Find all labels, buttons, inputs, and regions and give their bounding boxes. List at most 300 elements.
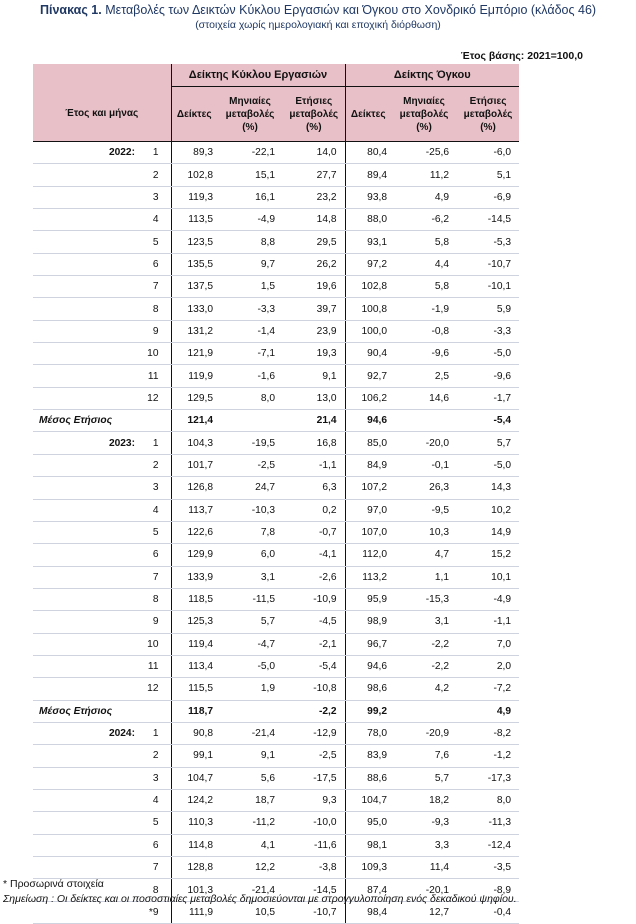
volume-annual-change-cell: -10,7 <box>457 253 519 275</box>
year-cell <box>33 789 135 811</box>
volume-index-cell: 106,2 <box>345 387 391 409</box>
turnover-index-cell: 128,8 <box>171 857 217 879</box>
month-cell: 11 <box>135 365 171 387</box>
turnover-index-cell: 90,8 <box>171 722 217 744</box>
volume-annual-change-cell: 2,0 <box>457 655 519 677</box>
volume-annual-change-cell: 5,7 <box>457 432 519 454</box>
month-cell: 2 <box>135 745 171 767</box>
turnover-index-cell: 114,8 <box>171 834 217 856</box>
volume-annual-change-cell: -10,1 <box>457 276 519 298</box>
volume-index-cell: 98,4 <box>345 901 391 923</box>
header-turnover-annual-l3: (%) <box>305 121 322 133</box>
table-row <box>33 857 519 879</box>
turnover-annual-change-cell: 13,0 <box>283 387 345 409</box>
volume-index-cell: 83,9 <box>345 745 391 767</box>
turnover-annual-change-cell: -10,0 <box>283 812 345 834</box>
turnover-annual-change-cell: -2,5 <box>283 745 345 767</box>
table-row <box>33 499 519 521</box>
volume-index-cell: 98,9 <box>345 611 391 633</box>
year-cell <box>33 678 135 700</box>
header-turnover-monthly-l2: μεταβολές <box>225 108 275 120</box>
volume-index-cell: 98,6 <box>345 678 391 700</box>
volume-index-cell: 100,8 <box>345 298 391 320</box>
turnover-monthly-change-cell: -1,4 <box>217 320 283 342</box>
table-row <box>33 209 519 231</box>
month-cell: 5 <box>135 231 171 253</box>
turnover-annual-change-cell: -5,4 <box>283 655 345 677</box>
volume-index-cell: 97,2 <box>345 253 391 275</box>
volume-annual-change-cell: -17,3 <box>457 767 519 789</box>
indices-table <box>33 64 519 924</box>
table-row <box>33 633 519 655</box>
turnover-index-cell: 133,9 <box>171 566 217 588</box>
volume-annual-change-cell: -1,1 <box>457 611 519 633</box>
volume-monthly-change-cell <box>391 410 457 432</box>
volume-monthly-change-cell: 4,9 <box>391 186 457 208</box>
volume-monthly-change-cell: 5,8 <box>391 276 457 298</box>
turnover-annual-change-cell: -2,2 <box>283 700 345 722</box>
turnover-annual-change-cell: -4,5 <box>283 611 345 633</box>
volume-index-cell: 94,6 <box>345 410 391 432</box>
footnotes <box>3 877 517 907</box>
volume-annual-change-cell: -6,0 <box>457 142 519 164</box>
month-cell: 12 <box>135 387 171 409</box>
table-row <box>33 477 519 499</box>
month-cell: 10 <box>135 633 171 655</box>
header-turnover-monthly <box>217 87 283 142</box>
turnover-monthly-change-cell: -5,0 <box>217 655 283 677</box>
month-cell: 1 <box>135 432 171 454</box>
turnover-monthly-change-cell: 8,8 <box>217 231 283 253</box>
turnover-monthly-change-cell: 6,0 <box>217 544 283 566</box>
year-cell <box>33 633 135 655</box>
volume-monthly-change-cell: -9,5 <box>391 499 457 521</box>
year-cell <box>33 655 135 677</box>
table-body <box>33 142 519 924</box>
annual-average-label: Μέσος Ετήσιος <box>33 700 171 722</box>
table-row <box>33 454 519 476</box>
turnover-index-cell: 131,2 <box>171 320 217 342</box>
volume-index-cell: 112,0 <box>345 544 391 566</box>
month-cell: 1 <box>135 722 171 744</box>
month-cell: 10 <box>135 343 171 365</box>
turnover-annual-change-cell: 16,8 <box>283 432 345 454</box>
turnover-index-cell: 124,2 <box>171 789 217 811</box>
volume-monthly-change-cell: 2,5 <box>391 365 457 387</box>
table-row <box>33 343 519 365</box>
volume-annual-change-cell: -5,0 <box>457 343 519 365</box>
header-volume-index: Δείκτες <box>345 87 391 142</box>
volume-monthly-change-cell: 4,7 <box>391 544 457 566</box>
turnover-index-cell: 119,3 <box>171 186 217 208</box>
header-turnover-group: Δείκτης Κύκλου Εργασιών <box>171 64 345 87</box>
annual-average-label: Μέσος Ετήσιος <box>33 410 171 432</box>
year-cell: 2023: <box>33 432 135 454</box>
turnover-annual-change-cell: 14,0 <box>283 142 345 164</box>
volume-monthly-change-cell: 7,6 <box>391 745 457 767</box>
volume-monthly-change-cell: -2,2 <box>391 655 457 677</box>
volume-monthly-change-cell: 14,6 <box>391 387 457 409</box>
turnover-index-cell: 133,0 <box>171 298 217 320</box>
turnover-index-cell: 104,3 <box>171 432 217 454</box>
year-cell: 2022: <box>33 142 135 164</box>
volume-monthly-change-cell: -0,8 <box>391 320 457 342</box>
month-cell: 9 <box>135 320 171 342</box>
year-cell <box>33 767 135 789</box>
turnover-index-cell: 115,5 <box>171 678 217 700</box>
turnover-annual-change-cell: 23,2 <box>283 186 345 208</box>
turnover-monthly-change-cell: 1,9 <box>217 678 283 700</box>
turnover-annual-change-cell: 26,2 <box>283 253 345 275</box>
year-cell <box>33 521 135 543</box>
footnote-rounding-note: Σημείωση : Οι δείκτες και οι ποσοστιαίες μεταβολές δημοσιεύονται με στρογγυλοποίηση ενός δεκαδικού ψηφίου. <box>3 893 517 905</box>
volume-index-cell: 100,0 <box>345 320 391 342</box>
volume-monthly-change-cell: 4,4 <box>391 253 457 275</box>
table-row <box>33 231 519 253</box>
year-cell <box>33 231 135 253</box>
turnover-index-cell: 111,9 <box>171 901 217 923</box>
turnover-monthly-change-cell: 8,0 <box>217 387 283 409</box>
volume-annual-change-cell: -3,5 <box>457 857 519 879</box>
volume-annual-change-cell: 10,1 <box>457 566 519 588</box>
volume-index-cell: 92,7 <box>345 365 391 387</box>
header-group-row <box>33 64 519 87</box>
volume-annual-change-cell: -11,3 <box>457 812 519 834</box>
volume-monthly-change-cell: 3,3 <box>391 834 457 856</box>
table-row <box>33 365 519 387</box>
volume-annual-change-cell: -5,4 <box>457 410 519 432</box>
turnover-monthly-change-cell: 10,5 <box>217 901 283 923</box>
turnover-monthly-change-cell: -21,4 <box>217 879 283 901</box>
turnover-monthly-change-cell: 15,1 <box>217 164 283 186</box>
volume-annual-change-cell: 15,2 <box>457 544 519 566</box>
turnover-monthly-change-cell: 18,7 <box>217 789 283 811</box>
turnover-monthly-change-cell: 24,7 <box>217 477 283 499</box>
month-cell: 6 <box>135 544 171 566</box>
turnover-monthly-change-cell: -7,1 <box>217 343 283 365</box>
turnover-annual-change-cell: 9,1 <box>283 365 345 387</box>
turnover-annual-change-cell: 0,2 <box>283 499 345 521</box>
table-row <box>33 566 519 588</box>
turnover-annual-change-cell: 29,5 <box>283 231 345 253</box>
volume-index-cell: 85,0 <box>345 432 391 454</box>
volume-annual-change-cell: 5,9 <box>457 298 519 320</box>
volume-monthly-change-cell: -9,6 <box>391 343 457 365</box>
volume-annual-change-cell: -5,3 <box>457 231 519 253</box>
volume-annual-change-cell: -1,2 <box>457 745 519 767</box>
table-row <box>33 767 519 789</box>
turnover-monthly-change-cell: -19,5 <box>217 432 283 454</box>
table-title <box>0 3 636 17</box>
turnover-monthly-change-cell: -11,5 <box>217 588 283 610</box>
turnover-index-cell: 101,7 <box>171 454 217 476</box>
volume-annual-change-cell: 5,1 <box>457 164 519 186</box>
volume-index-cell: 90,4 <box>345 343 391 365</box>
volume-annual-change-cell: 7,0 <box>457 633 519 655</box>
volume-monthly-change-cell: 1,1 <box>391 566 457 588</box>
volume-monthly-change-cell: -6,2 <box>391 209 457 231</box>
volume-monthly-change-cell: 5,7 <box>391 767 457 789</box>
volume-monthly-change-cell: 12,7 <box>391 901 457 923</box>
table-subtitle: (στοιχεία χωρίς ημερολογιακή και εποχική διόρθωση) <box>195 19 441 31</box>
header-volume-group: Δείκτης Όγκου <box>345 64 519 87</box>
turnover-monthly-change-cell: 3,1 <box>217 566 283 588</box>
month-cell: 4 <box>135 499 171 521</box>
volume-monthly-change-cell: -1,9 <box>391 298 457 320</box>
volume-annual-change-cell: -8,9 <box>457 879 519 901</box>
turnover-annual-change-cell: 39,7 <box>283 298 345 320</box>
turnover-monthly-change-cell: -10,3 <box>217 499 283 521</box>
volume-index-cell: 107,0 <box>345 521 391 543</box>
turnover-monthly-change-cell: 9,1 <box>217 745 283 767</box>
volume-annual-change-cell: 10,2 <box>457 499 519 521</box>
year-cell <box>33 499 135 521</box>
table-row <box>33 432 519 454</box>
turnover-annual-change-cell: -12,9 <box>283 722 345 744</box>
header-year-month: Έτος και μήνας <box>33 87 171 142</box>
table-title-text: Μεταβολές των Δεικτών Κύκλου Εργασιών και Όγκου στο Χονδρικό Εμπόριο (κλάδος 46) <box>105 3 597 17</box>
turnover-monthly-change-cell: 16,1 <box>217 186 283 208</box>
table-row <box>33 298 519 320</box>
turnover-annual-change-cell: -14,5 <box>283 879 345 901</box>
volume-annual-change-cell: -3,3 <box>457 320 519 342</box>
turnover-index-cell: 113,5 <box>171 209 217 231</box>
volume-index-cell: 94,6 <box>345 655 391 677</box>
year-cell <box>33 164 135 186</box>
turnover-monthly-change-cell: -1,6 <box>217 365 283 387</box>
table-title-prefix: Πίνακας 1. <box>39 3 102 17</box>
year-cell <box>33 343 135 365</box>
year-cell <box>33 857 135 879</box>
table-row <box>33 611 519 633</box>
turnover-annual-change-cell: -2,1 <box>283 633 345 655</box>
volume-index-cell: 95,0 <box>345 812 391 834</box>
turnover-annual-change-cell: 21,4 <box>283 410 345 432</box>
volume-annual-change-cell: -6,9 <box>457 186 519 208</box>
turnover-monthly-change-cell <box>217 410 283 432</box>
month-cell: 3 <box>135 767 171 789</box>
table-row <box>33 789 519 811</box>
volume-index-cell: 113,2 <box>345 566 391 588</box>
year-cell <box>33 477 135 499</box>
month-cell: 6 <box>135 834 171 856</box>
year-cell <box>33 298 135 320</box>
month-cell: 11 <box>135 655 171 677</box>
turnover-annual-change-cell: -1,1 <box>283 454 345 476</box>
year-cell <box>33 454 135 476</box>
header-volume-annual-l3: (%) <box>480 121 496 133</box>
turnover-annual-change-cell: -2,6 <box>283 566 345 588</box>
footnote-provisional: * Προσωρινά στοιχεία <box>3 878 104 890</box>
volume-index-cell: 104,7 <box>345 789 391 811</box>
annual-average-row <box>33 410 519 432</box>
turnover-monthly-change-cell: 12,2 <box>217 857 283 879</box>
turnover-index-cell: 110,3 <box>171 812 217 834</box>
month-cell: 7 <box>135 857 171 879</box>
table-row <box>33 812 519 834</box>
header-turnover-annual <box>283 87 345 142</box>
volume-index-cell: 80,4 <box>345 142 391 164</box>
volume-monthly-change-cell: 10,3 <box>391 521 457 543</box>
turnover-annual-change-cell: 23,9 <box>283 320 345 342</box>
turnover-monthly-change-cell: -11,2 <box>217 812 283 834</box>
volume-index-cell: 102,8 <box>345 276 391 298</box>
table-row <box>33 722 519 744</box>
turnover-monthly-change-cell: 9,7 <box>217 253 283 275</box>
year-cell <box>33 276 135 298</box>
turnover-monthly-change-cell: -3,3 <box>217 298 283 320</box>
turnover-annual-change-cell: 27,7 <box>283 164 345 186</box>
turnover-monthly-change-cell: -2,5 <box>217 454 283 476</box>
turnover-index-cell: 119,4 <box>171 633 217 655</box>
month-cell: 12 <box>135 678 171 700</box>
volume-monthly-change-cell: -15,3 <box>391 588 457 610</box>
month-cell: 3 <box>135 186 171 208</box>
header-turnover-monthly-l1: Μηνιαίες <box>229 95 271 107</box>
turnover-index-cell: 126,8 <box>171 477 217 499</box>
turnover-index-cell: 125,3 <box>171 611 217 633</box>
turnover-annual-change-cell: 9,3 <box>283 789 345 811</box>
volume-index-cell: 89,4 <box>345 164 391 186</box>
year-cell <box>33 253 135 275</box>
volume-index-cell: 97,0 <box>345 499 391 521</box>
month-cell: 2 <box>135 454 171 476</box>
turnover-annual-change-cell: -10,8 <box>283 678 345 700</box>
turnover-index-cell: 104,7 <box>171 767 217 789</box>
turnover-annual-change-cell: 14,8 <box>283 209 345 231</box>
year-cell <box>33 320 135 342</box>
table-row <box>33 521 519 543</box>
month-cell: *9 <box>135 901 171 923</box>
base-year-label: Έτος βάσης: 2021=100,0 <box>460 50 583 62</box>
month-cell: 8 <box>135 879 171 901</box>
volume-index-cell: 93,8 <box>345 186 391 208</box>
turnover-monthly-change-cell: 5,7 <box>217 611 283 633</box>
month-cell: 6 <box>135 253 171 275</box>
turnover-monthly-change-cell <box>217 700 283 722</box>
year-cell <box>33 365 135 387</box>
volume-index-cell: 98,1 <box>345 834 391 856</box>
turnover-index-cell: 89,3 <box>171 142 217 164</box>
turnover-monthly-change-cell: -4,7 <box>217 633 283 655</box>
table-row <box>33 142 519 164</box>
volume-monthly-change-cell: -20,9 <box>391 722 457 744</box>
month-cell: 7 <box>135 276 171 298</box>
volume-monthly-change-cell: -20,0 <box>391 432 457 454</box>
header-volume-annual-l1: Ετήσιες <box>469 95 507 107</box>
turnover-monthly-change-cell: -22,1 <box>217 142 283 164</box>
turnover-index-cell: 137,5 <box>171 276 217 298</box>
month-cell: 5 <box>135 521 171 543</box>
month-cell: 1 <box>135 142 171 164</box>
year-cell <box>33 544 135 566</box>
month-cell: 8 <box>135 588 171 610</box>
header-columns-row <box>33 87 519 142</box>
annual-average-row <box>33 700 519 722</box>
volume-annual-change-cell: -1,7 <box>457 387 519 409</box>
volume-monthly-change-cell: -2,2 <box>391 633 457 655</box>
volume-annual-change-cell: 4,9 <box>457 700 519 722</box>
turnover-index-cell: 113,7 <box>171 499 217 521</box>
year-cell <box>33 387 135 409</box>
volume-annual-change-cell: -0,4 <box>457 901 519 923</box>
volume-index-cell: 78,0 <box>345 722 391 744</box>
year-cell: 2024: <box>33 722 135 744</box>
turnover-index-cell: 121,4 <box>171 410 217 432</box>
turnover-index-cell: 118,7 <box>171 700 217 722</box>
year-cell <box>33 812 135 834</box>
volume-monthly-change-cell: 26,3 <box>391 477 457 499</box>
volume-monthly-change-cell: -25,6 <box>391 142 457 164</box>
year-cell <box>33 209 135 231</box>
table-row <box>33 655 519 677</box>
header-volume-annual <box>457 87 519 142</box>
table-row <box>33 544 519 566</box>
year-cell <box>33 566 135 588</box>
turnover-index-cell: 113,4 <box>171 655 217 677</box>
volume-index-cell: 88,6 <box>345 767 391 789</box>
turnover-monthly-change-cell: 1,5 <box>217 276 283 298</box>
volume-monthly-change-cell: 11,2 <box>391 164 457 186</box>
volume-monthly-change-cell: -9,3 <box>391 812 457 834</box>
turnover-index-cell: 102,8 <box>171 164 217 186</box>
volume-monthly-change-cell: -20,1 <box>391 879 457 901</box>
turnover-monthly-change-cell: -4,9 <box>217 209 283 231</box>
header-turnover-annual-l1: Ετήσιες <box>295 95 333 107</box>
turnover-monthly-change-cell: 4,1 <box>217 834 283 856</box>
table-row <box>33 588 519 610</box>
table-row <box>33 276 519 298</box>
header-volume-monthly-l1: Μηνιαίες <box>403 95 445 107</box>
table-row <box>33 387 519 409</box>
month-cell: 4 <box>135 789 171 811</box>
month-cell: 2 <box>135 164 171 186</box>
volume-annual-change-cell: -4,9 <box>457 588 519 610</box>
header-turnover-index: Δείκτες <box>171 87 217 142</box>
month-cell: 8 <box>135 298 171 320</box>
volume-annual-change-cell: -7,2 <box>457 678 519 700</box>
table-row <box>33 253 519 275</box>
volume-monthly-change-cell: 11,4 <box>391 857 457 879</box>
turnover-index-cell: 99,1 <box>171 745 217 767</box>
volume-annual-change-cell: -9,6 <box>457 365 519 387</box>
turnover-annual-change-cell: -17,5 <box>283 767 345 789</box>
turnover-annual-change-cell: -3,8 <box>283 857 345 879</box>
turnover-index-cell: 129,9 <box>171 544 217 566</box>
turnover-monthly-change-cell: -21,4 <box>217 722 283 744</box>
volume-index-cell: 95,9 <box>345 588 391 610</box>
turnover-index-cell: 121,9 <box>171 343 217 365</box>
volume-annual-change-cell: 14,3 <box>457 477 519 499</box>
turnover-annual-change-cell: -4,1 <box>283 544 345 566</box>
volume-index-cell: 87,4 <box>345 879 391 901</box>
turnover-annual-change-cell: -10,9 <box>283 588 345 610</box>
table-row <box>33 678 519 700</box>
header-volume-monthly-l3: (%) <box>416 121 432 133</box>
volume-index-cell: 84,9 <box>345 454 391 476</box>
header-volume-monthly <box>391 87 457 142</box>
volume-index-cell: 96,7 <box>345 633 391 655</box>
year-cell <box>33 611 135 633</box>
volume-index-cell: 109,3 <box>345 857 391 879</box>
volume-annual-change-cell: -5,0 <box>457 454 519 476</box>
volume-annual-change-cell: -14,5 <box>457 209 519 231</box>
turnover-monthly-change-cell: 5,6 <box>217 767 283 789</box>
volume-index-cell: 93,1 <box>345 231 391 253</box>
volume-annual-change-cell: -12,4 <box>457 834 519 856</box>
title-block <box>0 0 636 31</box>
turnover-annual-change-cell: -11,6 <box>283 834 345 856</box>
